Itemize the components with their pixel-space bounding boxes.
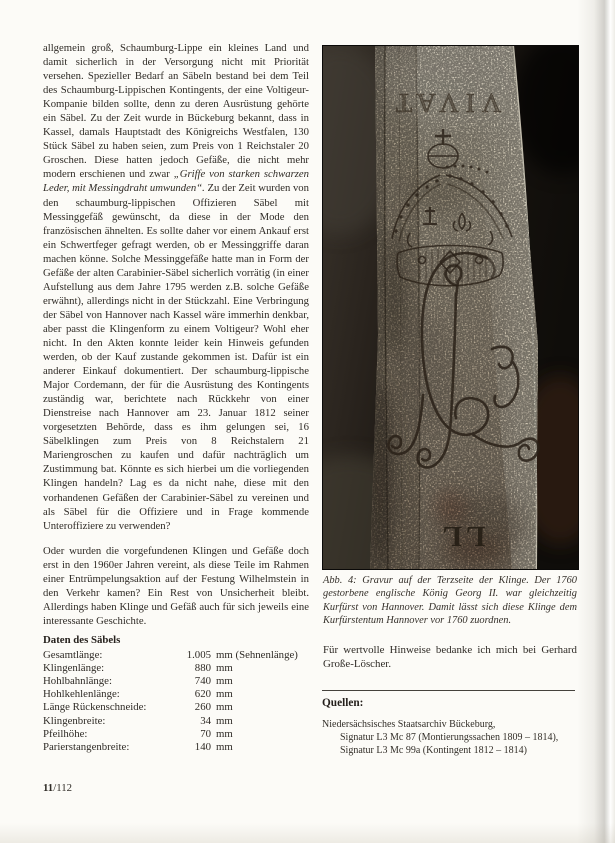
sources-heading: Quellen: [322,697,364,709]
table-row [43,715,309,728]
row-unit: mm [216,701,233,714]
row-unit: mm [216,727,233,740]
vivat-engraving-text: VIVAT [388,88,502,118]
table-row [43,688,309,701]
table-row [43,675,309,688]
row-value: 34 [200,714,211,727]
row-unit: mm [216,662,233,675]
acknowledgement-text: Für wertvolle Hinweise bedanke ich mich bei Gerhard Große-Löscher. [323,644,577,671]
row-unit: mm [216,714,233,727]
source-signature-2: Signatur L3 Mc 99a (Kontingent 1812 – 1814) [340,745,527,756]
paragraph-text: Zu der Zeit wurden von den schaumburg-lippischen Offizieren Säbel mit Messinggefäß gewünscht, da diese in der Mode den französischen ähnelten. Es sollte daher vor einem Ankauf erst ein Schwertfeger gefragt werden, ob er Messinggriffe daran machen könne. Solche Messinggefäße hatte man in Form der Gefäße der alten Carabinier-Säbel sicherlich vorrätig (in einer Aufstellung aus dem Jahre 1795 werden z.B. solche Gefäße erwähnt), allerdings nicht in der Stückzahl. Eine Verbringung der Säbel von Hannover nach Kassel wäre immerhin denkbar, aber passt die Klingenform zu einem Voltigeur? Wohl eher nicht. In den Akten konnte leider kein Hinweis gefunden werden, ob der Kauf zustande gekommen ist. Dafür ist ein anderer Einkauf dokumentiert. Der schaumburg-lippische Major Cordemann, der für die Ausrüstung des Kontingents zuständig war, berichtete nach Rückkehr von einer Dienstreise nach Hannover am 23. Januar 1812 seiner vorgesetzten Behörde, dass es ihm gelungen sei, 16 Säbelklingen zum Preis von 8 Reichstalern 21 Mariengroschen zu kaufen und dafür nachträglich um Zustimmung bat. Könnte es sich hierbei um die vorliegenden Klingen handeln? Lag es da nicht nahe, diese mit den vorhandenen Gefäßen der Carabinier-Säbel zu vereinen und als Säbel für die Offiziere und in Frage kommende Unteroffiziere zu verwenden? [43,182,309,532]
blade-photo-svg [322,45,579,570]
page-number [43,782,72,794]
sources-section [322,697,584,757]
sources-divider-rule [322,690,575,691]
row-label: Klingenbreite: [43,714,106,727]
source-signature-1: Signatur L3 Mc 87 (Montierungssachen 1809 – 1814), [340,732,559,743]
figure-caption: Abb. 4: Gravur auf der Terzseite der Klinge. Der 1760 gestorbene englische König Georg II. war gleichzeitig Kurfürst von Hannover. Damit lässt sich diese Klinge dem Kurfürstentum Hannover vor 1760 zuordnen. [323,575,577,627]
row-value: 740 [194,675,211,688]
row-label: Hohlkehlenlänge: [43,688,120,701]
row-unit: mm (Sehnenlänge) [216,649,298,662]
row-value: 1.005 [186,649,211,662]
ll-stamp-engraving: LL [438,520,486,552]
row-value: 260 [194,701,211,714]
page-edge-shading-bottom [0,823,615,843]
row-label: Hohlbahnlänge: [43,675,112,688]
article-text-column [43,41,309,639]
row-unit: mm [216,675,233,688]
row-value: 620 [194,688,211,701]
paragraph-text: allgemein groß, Schaumburg-Lippe ein kleines Land und damit sicherlich in der Versorgung nicht mit Priorität versehen. Spezieller Bedarf an Säbeln bestand bei dem Teil des Schaumburg-Lippischen Kontingents, der eine Voltigeur-Kompanie bilden sollte, denn zu deren Ausrüstung gehörte ein Säbel. Zu der Zeit wurde in Bückeburg bekannt, dass in Kassel, damals Hauptstadt des Königreichs Westfalen, 130 Stück Säbel zu haben seien, zum Preis von 1 Reichstaler 20 Groschen. Diese hatten jedoch Gefäße, die nicht mehr modern erschienen und zwar [43,42,309,181]
table-row [43,701,309,714]
row-label: Pfeilhöhe: [43,727,88,740]
table-row [43,662,309,675]
saber-data-heading: Daten des Säbels [43,634,121,646]
quoted-phrase: „Griffe von starken schwarzen Leder, mit Messingdraht umwunden“. [43,168,309,195]
row-label: Länge Rückenschneide: [43,701,147,714]
row-value: 70 [200,727,211,740]
row-unit: mm [216,740,233,753]
blade-photograph [322,45,579,570]
row-label: Gesamtlänge: [43,649,103,662]
row-label: Klingenlänge: [43,662,105,675]
page-number-total: /112 [53,782,72,794]
row-value: 880 [194,662,211,675]
page-number-current: 11 [43,782,54,794]
table-row [43,728,309,741]
article-paragraph-2: Oder wurden die vorgefundenen Klingen und Gefäße doch erst in den 1960er Jahren vereint, als diese Teile im Rahmen einer Entrümpelungsaktion auf der Festung Wilhelmstein in den Verkehr kamen? Ein Rest von Unsicherheit bleibt. Allerdings haben Klinge und Gefäß auch für sich jeweils eine interessante Geschichte. [43,544,309,627]
source-archive: Niedersächsisches Staatsarchiv Bückeburg, [322,719,496,730]
vivat-engraving [389,88,502,118]
saber-data-section [43,634,309,754]
row-label: Parierstangenbreite: [43,740,130,753]
row-value: 140 [194,740,211,753]
row-unit: mm [216,688,233,701]
article-paragraph-1 [43,41,309,533]
table-row [43,741,309,754]
table-row [43,649,309,662]
